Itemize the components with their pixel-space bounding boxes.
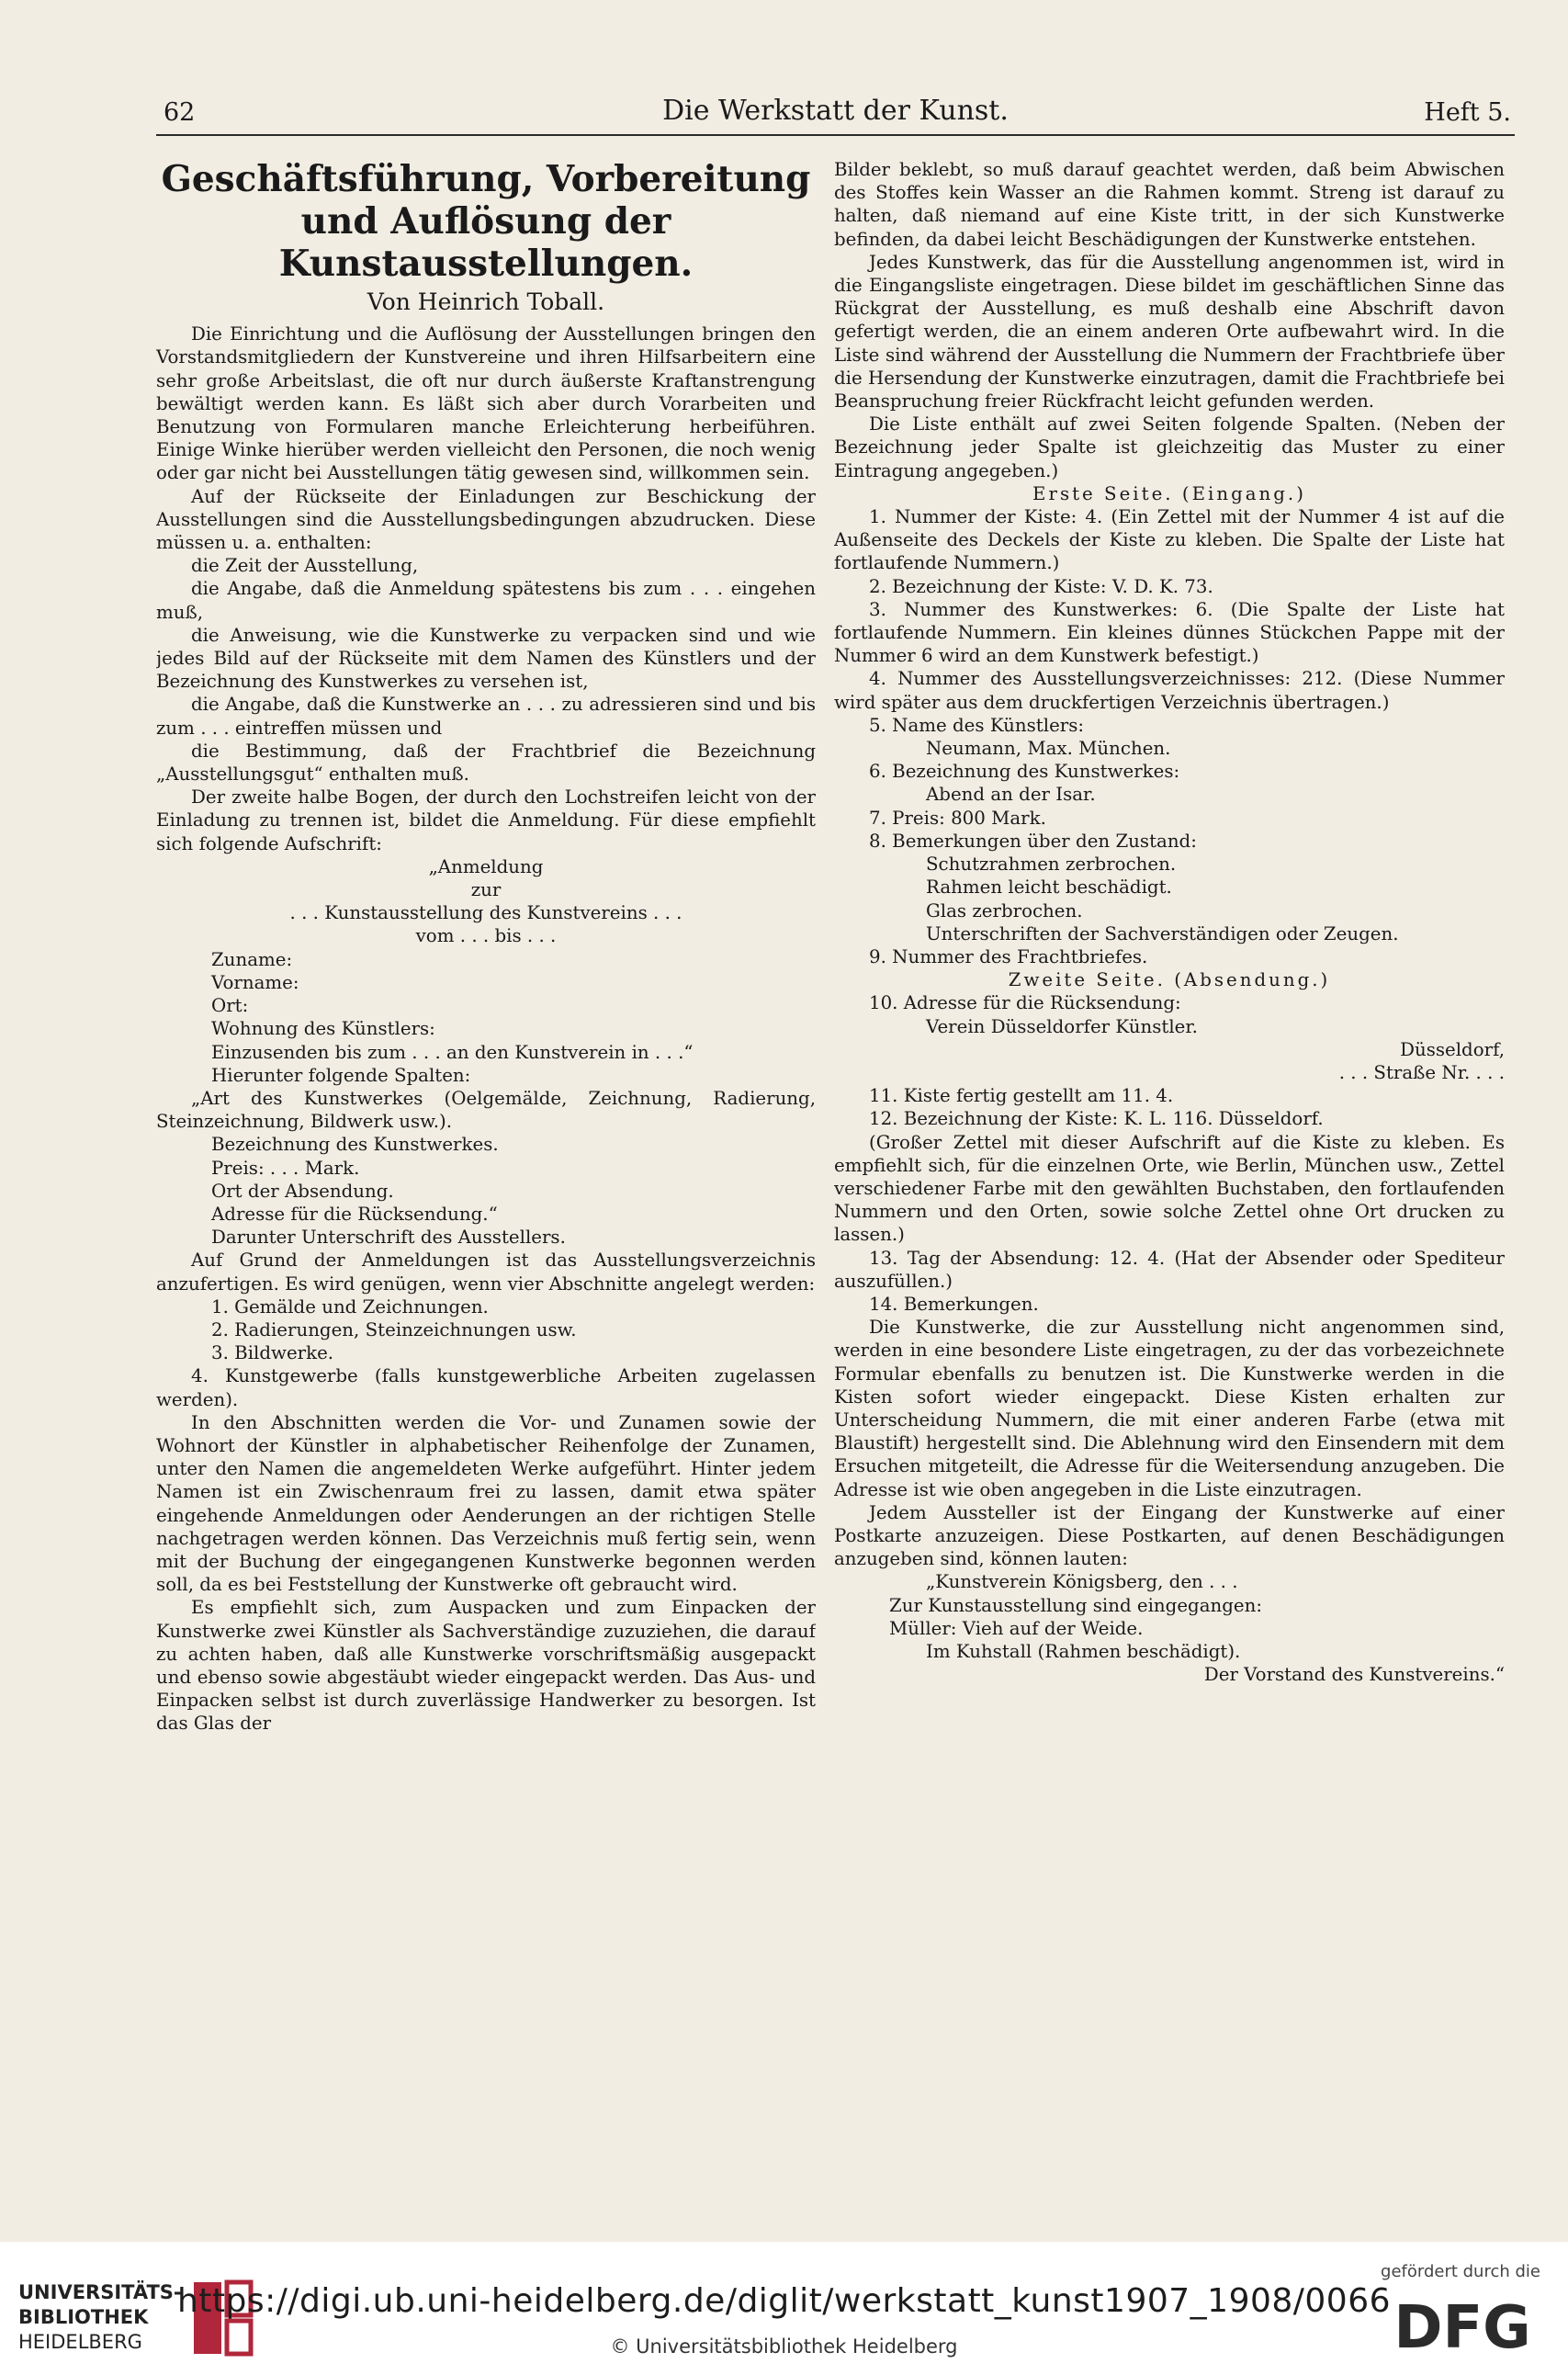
left-paragraph: Vorname: (211, 971, 299, 993)
journal-title: Die Werkstatt der Kunst. (662, 95, 1009, 127)
left-paragraph: „Art des Kunstwerkes (Oelgemälde, Zeichnung, Radierung, Steinzeichnung, Bildwerk usw.). (156, 1087, 816, 1133)
left-paragraph: 2. Radierungen, Steinzeichnungen usw. (211, 1318, 577, 1340)
left-paragraph: 3. Bildwerke. (211, 1342, 334, 1364)
left-paragraph: Es empfiehlt sich, zum Auspacken und zum Einpacken der Kunstwerke zwei Künstler als Sachverständige zuzuziehen, die darauf zu achten haben, daß alle Kunstwerke vorschriftsmäßig ausgepackt und ebenso sowie abgestäubt wieder eingepackt werden. Das Aus- und Einpacken selbst ist durch zuverlässige Handwerker zu besorgen. Ist das Glas der (156, 1597, 816, 1735)
left-paragraph: Darunter Unterschrift des Ausstellers. (211, 1227, 566, 1249)
right-paragraph: Düsseldorf, (1400, 1038, 1505, 1060)
library-name-line1: UNIVERSITÄTS- (18, 2281, 182, 2303)
right-paragraph: Erste Seite. (Eingang.) (1032, 482, 1306, 504)
left-paragraph: Einzusenden bis zum . . . an den Kunstverein in . . .“ (211, 1041, 694, 1063)
right-paragraph: Die Kunstwerke, die zur Ausstellung nicht angenommen sind, werden in eine besondere Liste eingetragen, zu der das vorbezeichnete Formular ebenfalls zu benutzen ist. Die Kunstwerke werden in die Kisten sofort wieder eingepackt. Diese Kisten erhalten zur Unterscheidung Nummern, die mit einer anderen Farbe (etwa mit Blaustift) hergestellt sind. Die Ablehnung wird den Einsendern mit dem Ersuchen mitgeteilt, die Adresse für die Weitersendung anzugeben. Die Adresse ist wie oben angegeben in die Liste einzutragen. (834, 1317, 1505, 1500)
left-paragraph: Die Einrichtung und die Auflösung der Ausstellungen bringen den Vorstandsmitgliedern der Kunstvereine und ihren Hilfsarbeitern eine sehr große Arbeitslast, die oft nur durch äußerste Kraftanstrengung bewältigt werden kann. Es läßt sich aber durch Vorarbeiten und Benutzung von Formularen manche Erleichterung herbeiführen. Einige Winke hierüber werden vielleicht den Personen, die noch wenig oder gar nicht bei Ausstellungen tätig gewesen sind, willkommen sein. (156, 323, 816, 484)
left-column (156, 158, 816, 2225)
right-paragraph: 4. Nummer des Ausstellungsverzeichnisses: 212. (Diese Nummer wird später aus dem druckfertigen Verzeichnis übertragen.) (834, 668, 1505, 713)
dfg-logo-text: DFG (1393, 2294, 1531, 2357)
right-paragraph: 5. Name des Künstlers: (869, 714, 1085, 736)
viewer-footer (0, 2242, 1568, 2375)
right-paragraph: 1. Nummer der Kiste: 4. (Ein Zettel mit der Nummer 4 ist auf die Außenseite des Deckels der Kiste zu kleben. Die Spalte der Liste hat fortlaufende Nummern.) (834, 506, 1505, 574)
left-paragraph: vom . . . bis . . . (415, 925, 557, 947)
left-paragraph: die Zeit der Ausstellung, (191, 555, 419, 577)
right-paragraph: Im Kuhstall (Rahmen beschädigt). (926, 1641, 1241, 1662)
right-paragraph: Neumann, Max. München. (926, 738, 1171, 760)
left-paragraph: die Anweisung, wie die Kunstwerke zu verpacken sind und wie jedes Bild auf der Rückseite mit dem Namen des Künstlers und der Bezeichnung des Kunstwerkes zu versehen ist, (156, 624, 816, 693)
left-paragraph: „Anmeldung (428, 855, 544, 877)
right-paragraph: 12. Bezeichnung der Kiste: K. L. 116. Düsseldorf. (869, 1108, 1324, 1130)
left-paragraph: In den Abschnitten werden die Vor- und Zunamen sowie der Wohnort der Künstler in alphabetischer Reihenfolge der Zunamen, unter den Namen die angemeldeten Werke aufgeführt. Hinter jedem Namen ist ein Zwischenraum frei zu lassen, damit etwa später eingehende Anmeldungen oder Aenderungen an der richtigen Stelle nachgetragen werden können. Das Verzeichnis muß fertig sein, wenn mit der Buchung der eingegangenen Kunstwerke begonnen werden soll, da es bei Feststellung der Kunstwerke oft gebraucht wird. (156, 1411, 816, 1596)
right-paragraph: Zur Kunstausstellung sind eingegangen: (889, 1594, 1263, 1616)
right-paragraph: Müller: Vieh auf der Weide. (889, 1617, 1144, 1639)
left-paragraph: Wohnung des Künstlers: (211, 1018, 435, 1040)
left-paragraph: Auf der Rückseite der Einladungen zur Beschickung der Ausstellungen sind die Ausstellungsbedingungen abzudrucken. Diese müssen u. a. enthalten: (156, 485, 816, 554)
running-header (156, 86, 1515, 136)
right-paragraph: (Großer Zettel mit dieser Aufschrift auf die Kiste zu kleben. Es empfiehlt sich, für die einzelnen Orte, wie Berlin, München usw., Zettel verschiedener Farbe mit den gewählten Buchstaben, den fortlaufenden Nummern und den Orten, sowie solche Zettel ohne Ort drucken zu lassen.) (834, 1131, 1505, 1246)
right-column-body (834, 158, 1505, 1686)
article-byline: Von Heinrich Toball. (367, 288, 605, 315)
left-paragraph: Ort: (211, 995, 249, 1017)
copyright-notice: © Universitätsbibliothek Heidelberg (610, 2335, 958, 2358)
left-paragraph: Preis: . . . Mark. (211, 1157, 360, 1179)
article-title-line2: und Auflösung der Kunstausstellungen. (278, 200, 694, 285)
left-paragraph: Adresse für die Rücksendung.“ (211, 1203, 498, 1225)
right-paragraph: 10. Adresse für die Rücksendung: (869, 992, 1181, 1014)
right-paragraph: 7. Preis: 800 Mark. (869, 807, 1046, 829)
right-paragraph: Der Vorstand des Kunstvereins.“ (1203, 1664, 1505, 1686)
left-paragraph: Hierunter folgende Spalten: (211, 1064, 471, 1086)
left-paragraph: 4. Kunstgewerbe (falls kunstgewerbliche Arbeiten zugelassen werden). (156, 1365, 816, 1410)
right-paragraph: Verein Düsseldorfer Künstler. (926, 1015, 1198, 1037)
right-column (834, 158, 1505, 2225)
left-paragraph: Der zweite halbe Bogen, der durch den Lochstreifen leicht von der Einladung zu trennen ist, bildet die Anmeldung. Für diese empfiehlt sich folgende Aufschrift: (156, 786, 816, 854)
library-name-line3: HEIDELBERG (18, 2331, 142, 2353)
article-title (156, 158, 816, 285)
left-paragraph: Zuname: (211, 948, 293, 970)
left-paragraph: zur (470, 879, 502, 901)
permalink-url[interactable]: https://digi.ub.uni-heidelberg.de/diglit/werkstatt_kunst1907_1908/0066 (176, 2282, 1392, 2320)
left-paragraph: Ort der Absendung. (211, 1180, 394, 1202)
right-paragraph: Jedes Kunstwerk, das für die Ausstellung angenommen ist, wird in die Eingangsliste eingetragen. Diese bildet im geschäftlichen Sinne das Rückgrat der Ausstellung, es muß deshalb eine Abschrift davon gefertigt werden, die an einem anderen Orte aufbewahrt wird. In die Liste sind während der Ausstellung die Nummern der Frachtbriefe über die Hersendung der Kunstwerke einzutragen, damit die Frachtbriefe bei Beanspruchung freier Rückfracht leicht gefunden werden. (834, 251, 1505, 413)
right-paragraph: 14. Bemerkungen. (869, 1293, 1039, 1315)
right-paragraph: Zweite Seite. (Absendung.) (1008, 969, 1331, 991)
right-paragraph: 9. Nummer des Frachtbriefes. (869, 945, 1148, 967)
right-paragraph: 3. Nummer des Kunstwerkes: 6. (Die Spalte der Liste hat fortlaufende Nummern. Ein kleines dünnes Stückchen Pappe mit der Nummer 6 wird an dem Kunstwerk befestigt.) (834, 598, 1505, 667)
dfg-logo-icon[interactable] (1384, 2292, 1540, 2357)
library-name-line2: BIBLIOTHEK (18, 2306, 149, 2328)
right-paragraph: Rahmen leicht beschädigt. (926, 876, 1172, 899)
issue-label: Heft 5. (1424, 98, 1511, 127)
right-paragraph: „Kunstverein Königsberg, den . . . (926, 1571, 1238, 1593)
right-paragraph: . . . Straße Nr. . . . (1338, 1061, 1505, 1083)
left-paragraph: . . . Kunstausstellung des Kunstvereins . . . (289, 902, 682, 924)
left-paragraph: die Bestimmung, daß der Frachtbrief die Bezeichnung „Ausstellungsgut“ enthalten muß. (156, 740, 816, 786)
right-paragraph: 2. Bezeichnung der Kiste: V. D. K. 73. (869, 575, 1213, 597)
left-paragraph: die Angabe, daß die Kunstwerke an . . . zu adressieren sind und bis zum . . . eintreffen müssen und (156, 694, 816, 739)
page-number: 62 (164, 98, 196, 127)
right-paragraph: Jedem Aussteller ist der Eingang der Kunstwerke auf einer Postkarte anzuzeigen. Diese Postkarten, auf denen Beschädigungen anzugeben sind, können lauten: (834, 1501, 1505, 1570)
right-paragraph: Schutzrahmen zerbrochen. (926, 854, 1177, 876)
right-paragraph: Glas zerbrochen. (926, 899, 1083, 922)
right-paragraph: 11. Kiste fertig gestellt am 11. 4. (869, 1085, 1174, 1107)
right-paragraph: Abend an der Isar. (926, 784, 1096, 806)
right-paragraph: Unterschriften der Sachverständigen oder Zeugen. (926, 922, 1399, 944)
right-paragraph: 13. Tag der Absendung: 12. 4. (Hat der Absender oder Spediteur auszufüllen.) (834, 1247, 1505, 1292)
left-column-body (156, 322, 816, 1735)
right-paragraph: 8. Bemerkungen über den Zustand: (869, 830, 1197, 852)
right-paragraph: Bilder beklebt, so muß darauf geachtet werden, daß beim Abwischen des Stoffes kein Wasser an die Rahmen kommt. Streng ist darauf zu halten, daß niemand auf eine Kiste tritt, in der sich Kunstwerke befinden, da dabei leicht Beschädigungen der Kunstwerke entstehen. (834, 159, 1505, 250)
article-title-line1: Geschäftsführung, Vorbereitung (161, 158, 811, 200)
left-paragraph: Bezeichnung des Kunstwerkes. (211, 1134, 499, 1156)
funding-note: gefördert durch die (1381, 2262, 1540, 2281)
left-paragraph: die Angabe, daß die Anmeldung spätestens bis zum . . . eingehen muß, (156, 578, 816, 623)
right-paragraph: Die Liste enthält auf zwei Seiten folgende Spalten. (Neben der Bezeichnung jeder Spalte ist gleichzeitig das Muster zu einer Eintragung angegeben.) (834, 413, 1505, 481)
left-paragraph: Auf Grund der Anmeldungen ist das Ausstellungsverzeichnis anzufertigen. Es wird genügen, wenn vier Abschnitte angelegt werden: (156, 1250, 816, 1295)
left-paragraph: 1. Gemälde und Zeichnungen. (211, 1295, 489, 1318)
right-paragraph: 6. Bezeichnung des Kunstwerkes: (869, 761, 1180, 783)
